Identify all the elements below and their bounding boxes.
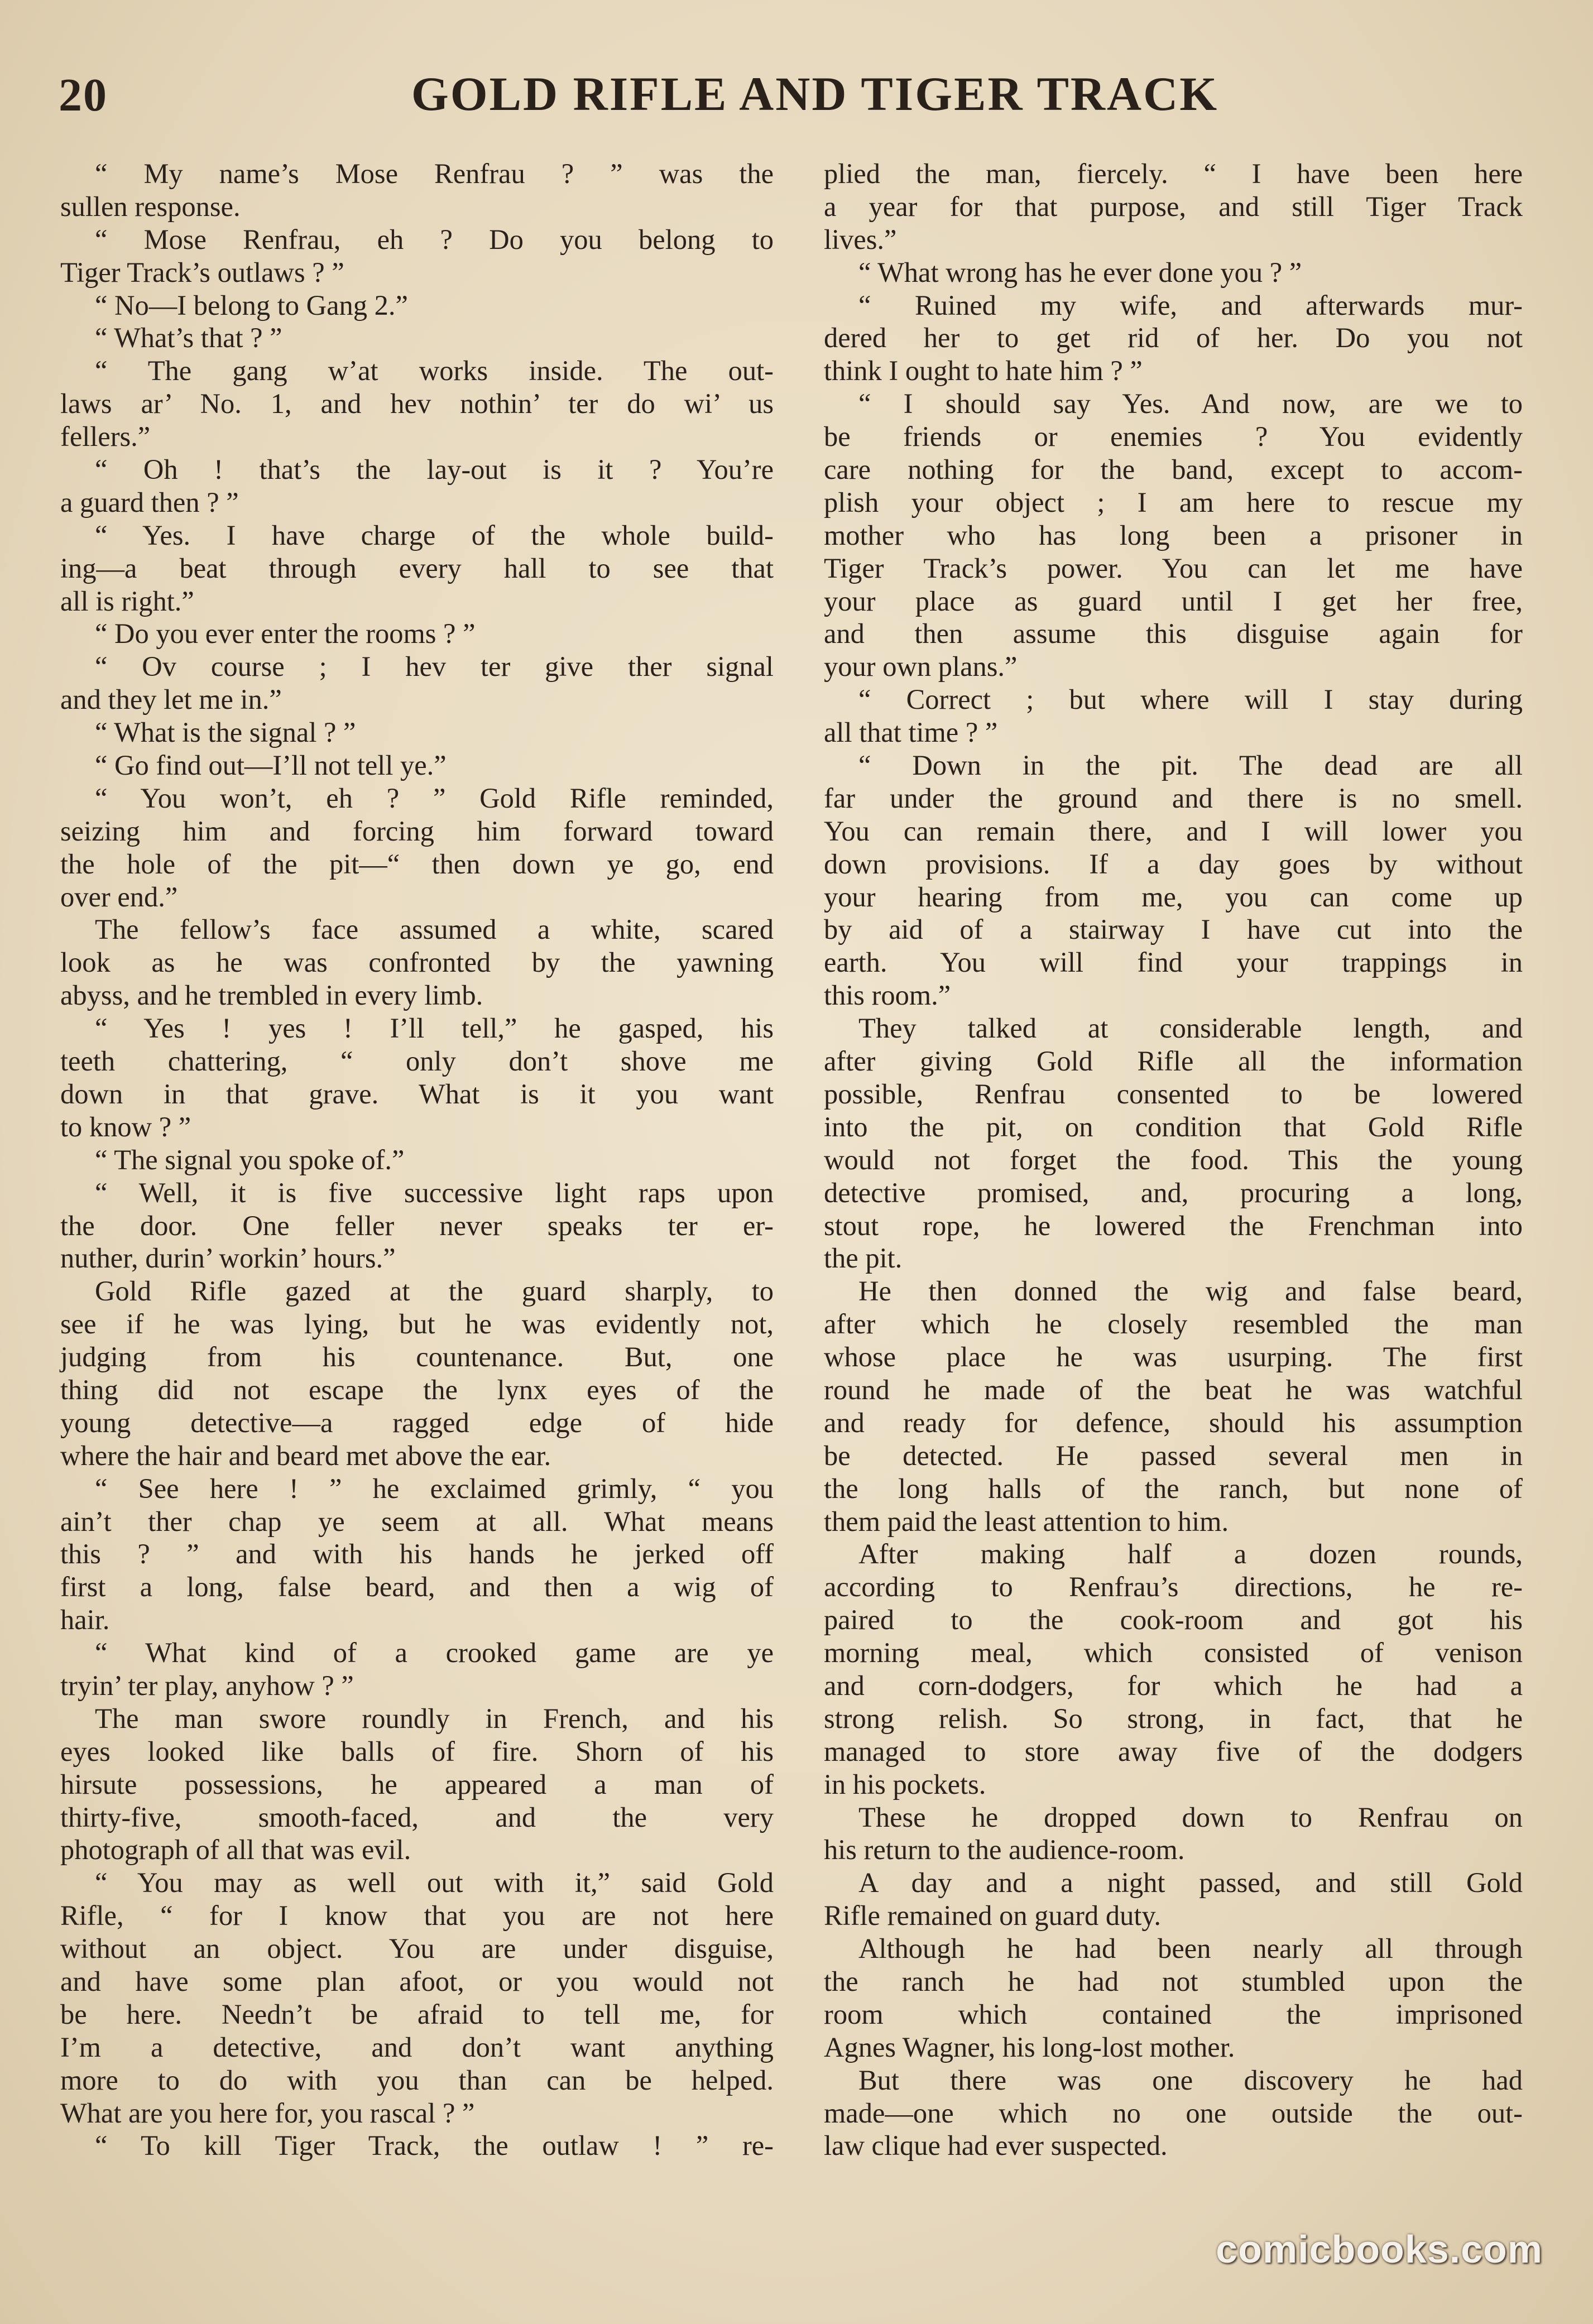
text-line: without an object. You are under disguise, (60, 1933, 774, 1965)
running-head: GOLD RIFLE AND TIGER TRACK (411, 67, 1219, 121)
text-line: be detected. He passed several men in (824, 1439, 1523, 1471)
text-line: judging from his countenance. But, one (60, 1341, 774, 1373)
text-line: think I ought to hate him ? ” (824, 355, 1143, 387)
text-line: morning meal, which consisted of venison (824, 1637, 1523, 1669)
text-line: your hearing from me, you can come up (824, 881, 1523, 913)
text-line: abyss, and he trembled in every limb. (60, 979, 483, 1011)
text-line: “ Ov course ; I hev ter give ther signal (95, 651, 774, 683)
text-line: He then donned the wig and false beard, (858, 1275, 1523, 1307)
text-line: and then assume this disguise again for (824, 618, 1523, 650)
text-line: earth. You will find your trappings in (824, 947, 1523, 978)
text-line: tryin’ ter play, anyhow ? ” (60, 1669, 354, 1701)
text-line: They talked at considerable length, and (858, 1012, 1523, 1044)
text-line: Agnes Wagner, his long-lost mother. (824, 2031, 1235, 2063)
text-line: round he made of the beat he was watchful (824, 1374, 1523, 1405)
page-number: 20 (59, 69, 108, 121)
text-line: down provisions. If a day goes by without (824, 848, 1523, 880)
text-line: “ Down in the pit. The dead are all (858, 750, 1523, 781)
text-line: “ Go find out—I’ll not tell ye.” (95, 750, 447, 781)
text-line: them paid the least attention to him. (824, 1505, 1229, 1537)
text-line: fellers.” (60, 421, 151, 453)
text-line: sullen response. (60, 190, 241, 222)
text-line: “ What wrong has he ever done you ? ” (858, 256, 1302, 288)
text-line: room which contained the imprisoned (824, 1998, 1523, 2030)
text-line: “ To kill Tiger Track, the outlaw ! ” re- (95, 2130, 774, 2162)
text-line: and have some plan afoot, or you would not (60, 1965, 774, 1997)
text-line: thing did not escape the lynx eyes of the (60, 1374, 774, 1405)
text-line: and they let me in.” (60, 684, 282, 716)
text-line: You can remain there, and I will lower you (824, 815, 1523, 847)
text-line: first a long, false beard, and then a wig of (60, 1571, 774, 1603)
text-line: ing—a beat through every hall to see that (60, 552, 774, 584)
text-line: paired to the cook-room and got his (824, 1604, 1523, 1636)
text-line: “ I should say Yes. And now, are we to (858, 388, 1523, 420)
text-line: “ What’s that ? ” (95, 322, 282, 354)
text-line: hair. (60, 1604, 110, 1636)
text-line: “ The gang w’at works inside. The out- (95, 355, 774, 387)
text-line: over end.” (60, 881, 178, 913)
text-line: “ My name’s Mose Renfrau ? ” was the (95, 158, 774, 189)
text-line: this ? ” and with his hands he jerked off (60, 1538, 774, 1570)
text-line: after which he closely resembled the man (824, 1308, 1523, 1340)
text-line: “ You may as well out with it,” said Gold (95, 1867, 774, 1899)
text-line: law clique had ever suspected. (824, 2130, 1168, 2162)
text-line: possible, Renfrau consented to be lowered (824, 1078, 1523, 1110)
text-line: “ You won’t, eh ? ” Gold Rifle reminded, (95, 782, 774, 814)
text-line: be friends or enemies ? You evidently (824, 421, 1523, 453)
text-line: But there was one discovery he had (858, 2064, 1523, 2096)
text-line: down in that grave. What is it you want (60, 1078, 774, 1110)
text-column-left (60, 157, 774, 2162)
text-line: your own plans.” (824, 651, 1018, 683)
text-line: “ The signal you spoke of.” (95, 1144, 405, 1175)
text-line: mother who has long been a prisoner in (824, 519, 1523, 551)
text-line: this room.” (824, 979, 951, 1011)
text-line: I’m a detective, and don’t want anything (60, 2031, 774, 2063)
text-line: These he dropped down to Renfrau on (858, 1801, 1523, 1833)
text-line: and ready for defence, should his assumption (824, 1406, 1523, 1438)
text-line: “ Oh ! that’s the lay-out is it ? You’re (95, 454, 774, 486)
site-watermark: comicbooks.com (1216, 2227, 1543, 2271)
text-line: would not forget the food. This the young (824, 1144, 1523, 1175)
text-line: strong relish. So strong, in fact, that he (824, 1702, 1523, 1734)
text-line: all that time ? ” (824, 717, 998, 748)
text-line: the long halls of the ranch, but none of (824, 1472, 1523, 1504)
text-line: all is right.” (60, 585, 194, 617)
text-line: hirsute possessions, he appeared a man of (60, 1768, 774, 1800)
text-line: plish your object ; I am here to rescue my (824, 486, 1523, 518)
text-line: made—one which no one outside the out- (824, 2097, 1523, 2129)
text-line: teeth chattering, “ only don’t shove me (60, 1045, 774, 1077)
text-line: Gold Rifle gazed at the guard sharply, to (95, 1275, 774, 1307)
text-line: a guard then ? ” (60, 486, 239, 518)
text-line: whose place he was usurping. The first (824, 1341, 1523, 1373)
text-line: “ Do you ever enter the rooms ? ” (95, 618, 476, 650)
text-line: “ Ruined my wife, and afterwards mur- (858, 289, 1523, 321)
text-line: “ Correct ; but where will I stay during (858, 684, 1523, 716)
text-line: where the hair and beard met above the ear. (60, 1439, 551, 1471)
text-line: far under the ground and there is no smell. (824, 782, 1523, 814)
text-line: A day and a night passed, and still Gold (858, 1867, 1523, 1899)
text-line: seizing him and forcing him forward toward (60, 815, 774, 847)
text-line: thirty-five, smooth-faced, and the very (60, 1801, 774, 1833)
text-line: after giving Gold Rifle all the information (824, 1045, 1523, 1077)
text-line: look as he was confronted by the yawning (60, 947, 774, 978)
text-line: Tiger Track’s outlaws ? ” (60, 256, 344, 288)
text-line: photograph of all that was evil. (60, 1834, 411, 1866)
text-line: “ What is the signal ? ” (95, 717, 356, 748)
text-line: eyes looked like balls of fire. Shorn of his (60, 1735, 774, 1767)
text-line: in his pockets. (824, 1768, 986, 1800)
text-line: “ See here ! ” he exclaimed grimly, “ you (95, 1472, 774, 1504)
text-line: by aid of a stairway I have cut into the (824, 914, 1523, 945)
text-line: care nothing for the band, except to accom- (824, 454, 1523, 486)
text-line: the pit. (824, 1242, 903, 1274)
text-line: a year for that purpose, and still Tiger Track (824, 190, 1523, 222)
text-line: “ No—I belong to Gang 2.” (95, 289, 408, 321)
text-line: the hole of the pit—“ then down ye go, end (60, 848, 774, 880)
text-line: The fellow’s face assumed a white, scared (95, 914, 774, 945)
text-line: to know ? ” (60, 1111, 191, 1142)
text-line: and corn-dodgers, for which he had a (824, 1669, 1523, 1701)
text-line: What are you here for, you rascal ? ” (60, 2097, 475, 2129)
text-line: young detective—a ragged edge of hide (60, 1406, 774, 1438)
text-line: Rifle, “ for I know that you are not here (60, 1900, 774, 1932)
text-line: plied the man, fiercely. “ I have been here (824, 158, 1523, 189)
text-line: nuther, durin’ workin’ hours.” (60, 1242, 396, 1274)
text-line: the door. One feller never speaks ter er- (60, 1209, 774, 1241)
text-line: dered her to get rid of her. Do you not (824, 322, 1523, 354)
text-line: Rifle remained on guard duty. (824, 1900, 1161, 1932)
text-line: stout rope, he lowered the Frenchman into (824, 1209, 1523, 1241)
text-line: Although he had been nearly all through (858, 1933, 1523, 1965)
text-column-right (824, 157, 1523, 2162)
text-line: “ Well, it is five successive light raps upon (95, 1177, 774, 1208)
text-line: lives.” (824, 223, 897, 255)
text-line: “ What kind of a crooked game are ye (95, 1637, 774, 1669)
text-line: more to do with you than can be helped. (60, 2064, 774, 2096)
text-line: “ Mose Renfrau, eh ? Do you belong to (95, 223, 774, 255)
text-line: according to Renfrau’s directions, he re- (824, 1571, 1523, 1603)
text-line: your place as guard until I get her free, (824, 585, 1523, 617)
text-line: into the pit, on condition that Gold Rifle (824, 1111, 1523, 1142)
text-line: ain’t ther chap ye seem at all. What means (60, 1505, 774, 1537)
text-line: be here. Needn’t be afraid to tell me, for (60, 1998, 774, 2030)
text-line: see if he was lying, but he was evidently not, (60, 1308, 774, 1340)
text-line: the ranch he had not stumbled upon the (824, 1965, 1523, 1997)
text-line: After making half a dozen rounds, (858, 1538, 1523, 1570)
text-line: The man swore roundly in French, and his (95, 1702, 774, 1734)
text-line: Tiger Track’s power. You can let me have (824, 552, 1523, 584)
text-line: detective promised, and, procuring a long, (824, 1177, 1523, 1208)
text-line: “ Yes ! yes ! I’ll tell,” he gasped, his (95, 1012, 774, 1044)
text-line: managed to store away five of the dodgers (824, 1735, 1523, 1767)
text-line: laws ar’ No. 1, and hev nothin’ ter do wi’ us (60, 388, 774, 420)
text-line: his return to the audience-room. (824, 1834, 1185, 1866)
text-line: “ Yes. I have charge of the whole build- (95, 519, 774, 551)
